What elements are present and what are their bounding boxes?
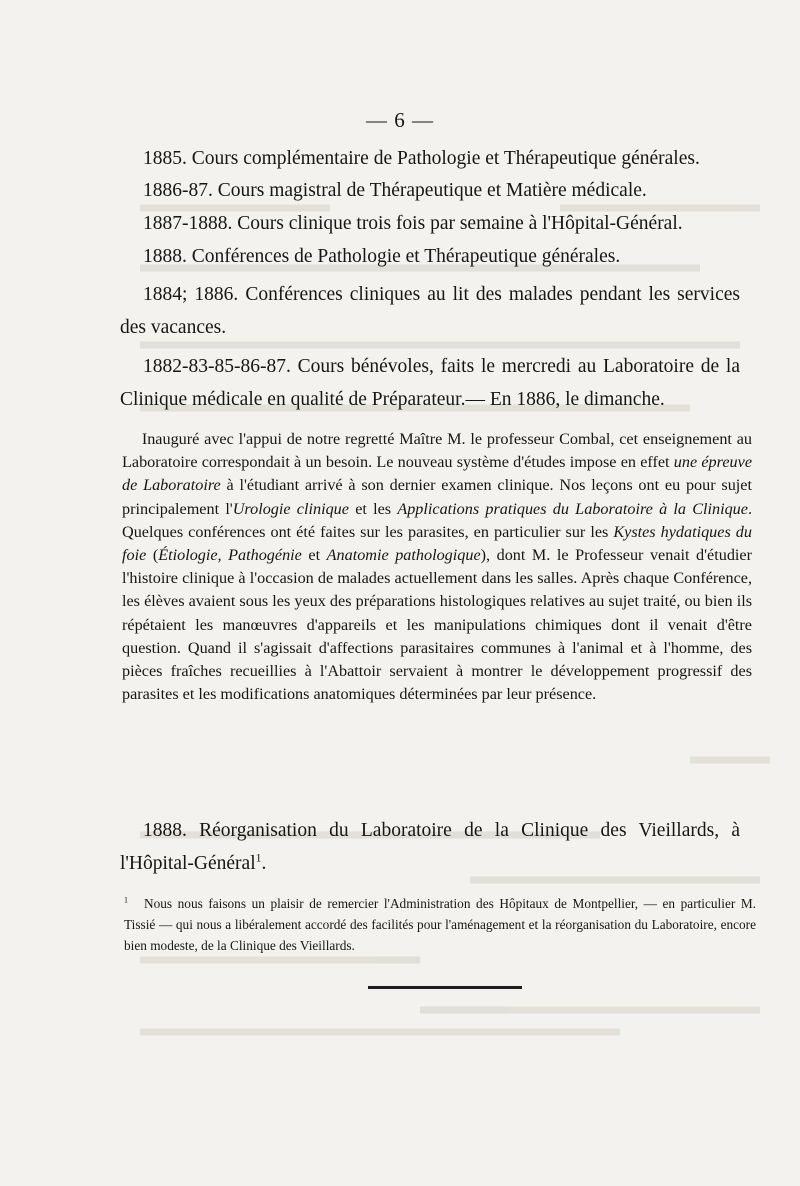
paragraph-text: ( bbox=[146, 546, 159, 565]
entry-text: 1882-83-85-86-87. Cours bénévoles, faits le mercredi au Laboratoire de la Clinique médicale en qualité de Préparateur.— En 1886, le dimanche. bbox=[120, 356, 740, 410]
footnote-mark: 1 bbox=[124, 895, 128, 905]
paragraph-text: et les bbox=[348, 499, 398, 518]
entry-text: 1884; 1886. Conférences cliniques au lit des malades pendant les services des vacances. bbox=[120, 284, 740, 338]
entry-text: 1888. Réorganisation du Laboratoire de la Clinique des Vieillards, à l'Hôpital-Général bbox=[120, 820, 740, 874]
italic-phrase: Applications pratiques du Laboratoire à la Clinique bbox=[397, 499, 748, 518]
entry-1888-reorganisation: 1888. Réorganisation du Laboratoire de la Clinique des Vieillards, à l'Hôpital-Général$^1$. bbox=[120, 820, 740, 874]
footnote-reference: 1 bbox=[255, 851, 262, 865]
entry-1886-87 bbox=[120, 174, 740, 207]
paragraph-text: . Quelques conférences ont été faites sur les parasites, en particulier sur les bbox=[122, 499, 753, 541]
italic-phrase: Urologie clinique bbox=[232, 499, 349, 518]
footnote-text: Nous nous faisons un plaisir de remercier l'Administration des Hôpitaux de Montpellier, — en particulier M. Tissié — qui nous a libéralement accordé des facilités pour l'aménagement et la réorganisation du Laboratoire, encore bien modeste, de la Clinique des Vieillards. bbox=[124, 896, 756, 953]
italic-phrase: Étiologie, Pathogénie bbox=[158, 546, 302, 565]
entry-1882-87 bbox=[120, 350, 740, 416]
entry-text: 1886-87. Cours magistral de Thérapeutique et Matière médicale. bbox=[143, 180, 647, 201]
paragraph-text: et bbox=[301, 546, 327, 565]
entry-text: 1887-1888. Cours clinique trois fois par semaine à l'Hôpital-Général. bbox=[143, 213, 683, 234]
entry-text: 1888. Conférences de Pathologie et Thérapeutique générales. bbox=[143, 246, 621, 267]
page-number: — 6 — bbox=[366, 108, 434, 132]
laboratory-paragraph bbox=[122, 428, 752, 706]
paragraph-text: ), dont M. le Professeur venait d'étudier l'histoire clinique à l'occasion de malades actuellement dans les salles. Après chaque Conférence, les élèves avaient sous les yeux des préparations histologiques relatives au sujet traité, ou bien ils répétaient les manœuvres d'appareils et les manipulations chimiques dont il venait d'être question. Quand il s'agissait d'affections parasitaires communes à l'animal et à l'homme, des pièces fraîches recueillies à l'Abattoir servaient à montrer le développement progressif des parasites et les modifications anatomiques déterminées par leur présence. bbox=[122, 546, 752, 704]
italic-phrase: Anatomie pathologique bbox=[326, 546, 481, 565]
entry-1888-conferences bbox=[120, 240, 740, 273]
entry-1887-1888 bbox=[120, 207, 740, 240]
entry-1885 bbox=[120, 142, 740, 175]
footnote bbox=[124, 893, 756, 956]
entry-1884-1886 bbox=[120, 278, 740, 344]
italic-phrase: Kystes hydatiques du foie bbox=[122, 522, 752, 565]
end-rule bbox=[368, 986, 522, 989]
paragraph-text: à l'étudiant arrivé à son dernier examen clinique. Nos leçons ont eu pour sujet principalement l' bbox=[122, 476, 752, 518]
italic-phrase: une épreuve de Laboratoire bbox=[122, 453, 753, 495]
entry-text: 1885. Cours complémentaire de Pathologie et Thérapeutique générales. bbox=[143, 148, 700, 169]
paragraph-text: Inauguré avec l'appui de notre regretté Maître M. le professeur Combal, cet enseignement au Laboratoire correspondait à un besoin. Le nouveau système d'études impose en effet bbox=[122, 430, 753, 472]
